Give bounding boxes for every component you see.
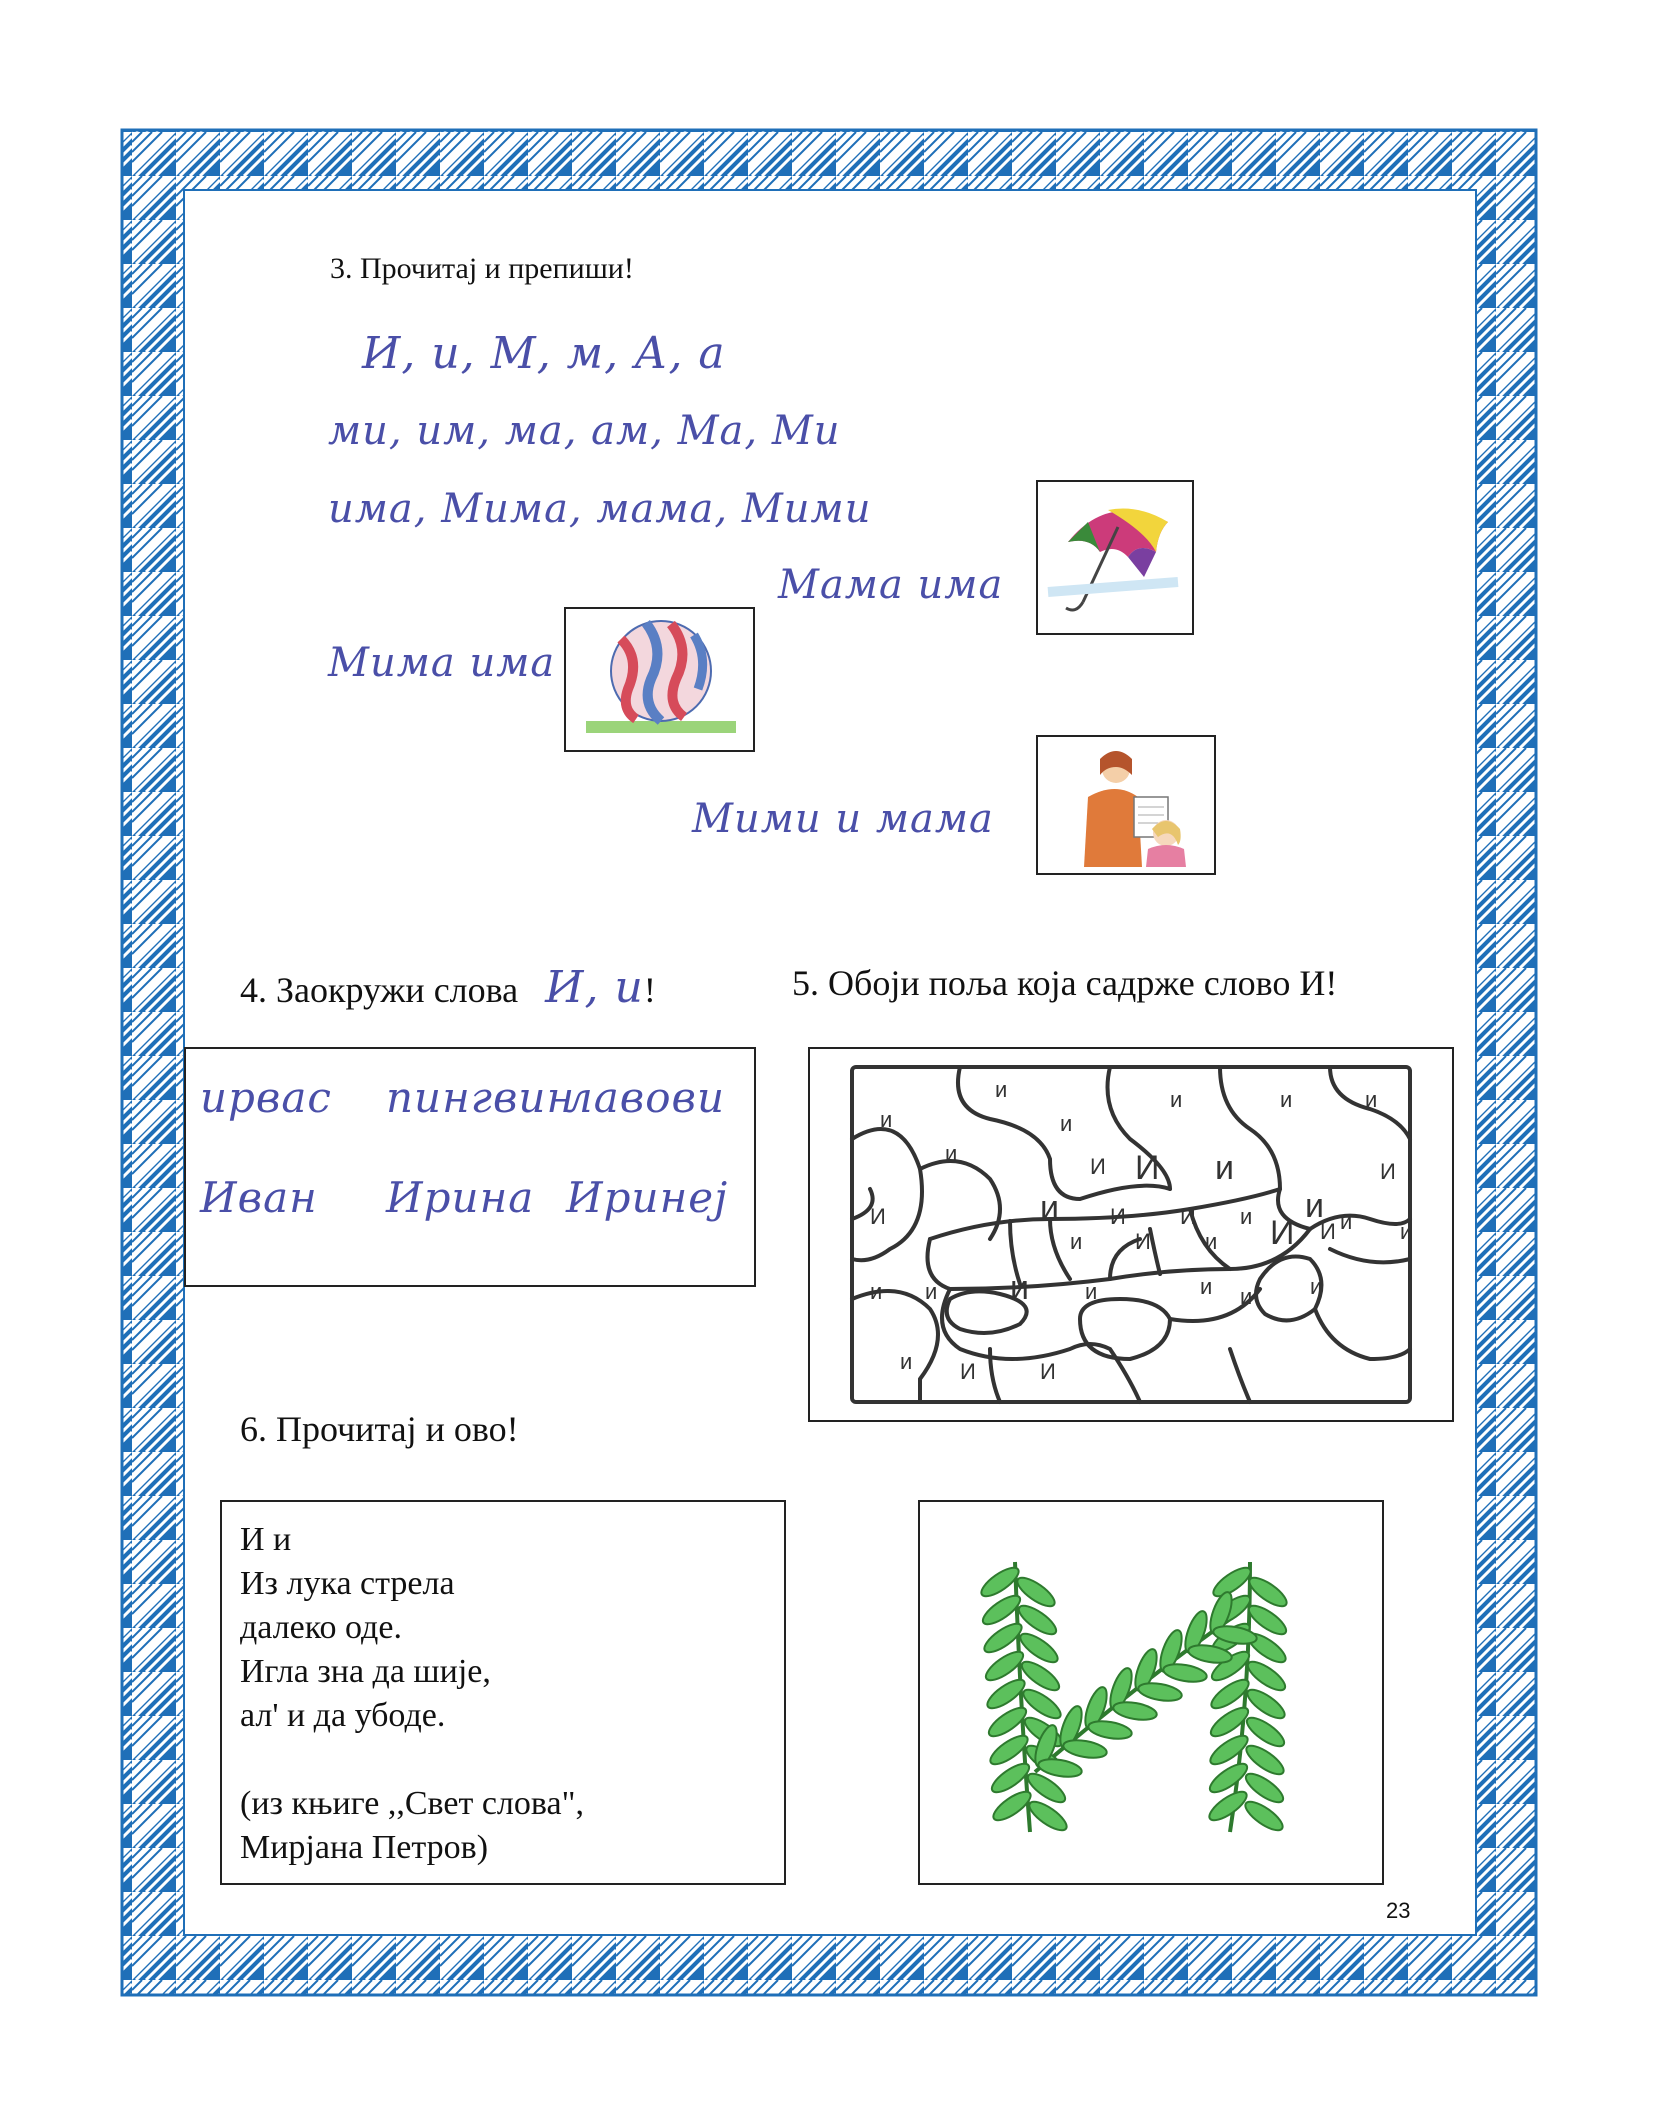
cursive-mama-ima: Мама има: [778, 562, 1004, 608]
leaf-shape: [1162, 1661, 1208, 1684]
puzzle-cell-letter: и: [1010, 1269, 1029, 1307]
exercise-4-heading-end: !: [643, 970, 656, 1010]
puzzle-cell-letter: и: [1240, 1204, 1253, 1229]
word-row1-3[interactable]: лавови: [566, 1073, 726, 1122]
cursive-line-1: И, и, М, м, А, а: [362, 328, 726, 379]
puzzle-cell-letter: И: [1110, 1204, 1126, 1229]
puzzle-cell-letter: и: [870, 1279, 883, 1304]
mother-child-picture: [1036, 735, 1216, 875]
puzzle-cell-letter: и: [1365, 1087, 1378, 1112]
cursive-line-2: ми, им, ма, ам, Ма, Ми: [328, 408, 841, 454]
circle-letters-box: [184, 1047, 756, 1287]
puzzle-cell-letter: и: [1280, 1087, 1293, 1112]
poem-line-4: Игла зна да шије,: [240, 1653, 491, 1690]
mother-child-icon: [1038, 737, 1214, 873]
puzzle-cell-letter: и: [880, 1107, 893, 1132]
poem-box: [220, 1500, 786, 1885]
puzzle-cell-letter: и: [1400, 1219, 1413, 1244]
poem-source-line-1: (из књиге ,,Свет слова",: [240, 1785, 584, 1822]
puzzle-cell-letter: И: [960, 1359, 976, 1384]
ball-icon: [566, 609, 753, 750]
exercise-4-cursive-letters: И, и: [545, 962, 644, 1013]
cursive-mimi-i-mama: Мими и мама: [692, 796, 994, 842]
puzzle-cell-letter: И: [870, 1204, 886, 1229]
exercise-4-heading: [240, 962, 656, 1013]
leaf-shape: [1016, 1629, 1061, 1667]
leaf-shape: [1013, 1573, 1058, 1611]
cursive-mima-ima: Мима има: [328, 640, 556, 686]
leaf-shape: [1025, 1797, 1070, 1835]
puzzle-cell-letter: И: [1320, 1219, 1336, 1244]
exercise-3-heading: 3. Прочитај и препиши!: [330, 252, 634, 285]
puzzle-cell-letter: и: [945, 1141, 958, 1166]
puzzle-cell-letter: И: [1180, 1204, 1196, 1229]
exercise-6-heading: 6. Прочитај и ово!: [240, 1409, 519, 1449]
cursive-line-3: има, Мима, мама, Мими: [328, 486, 872, 532]
poem-line-5: ал' и да убоде.: [240, 1697, 446, 1734]
word-row2-1[interactable]: Иван: [200, 1173, 318, 1222]
page-number: 23: [1386, 1898, 1411, 1923]
puzzle-cell-letter: и: [1085, 1279, 1098, 1304]
puzzle-cell-letter: и: [1040, 1189, 1059, 1227]
puzzle-cell-letter: и: [1070, 1229, 1083, 1254]
puzzle-cell-letter: и: [1215, 1149, 1234, 1187]
leaf-letter-picture: [918, 1500, 1384, 1885]
umbrella-picture: [1036, 480, 1194, 635]
leaf-letter-icon: [920, 1502, 1382, 1883]
poem-source-line-2: Мирјана Петров): [240, 1829, 489, 1866]
puzzle-cell-letter: и: [1340, 1209, 1353, 1234]
poem-line-2: Из лука стрела: [240, 1565, 455, 1602]
puzzle-cell-letter: и: [1305, 1187, 1324, 1225]
puzzle-cell-letter: и: [1170, 1087, 1183, 1112]
leaf-shape: [1137, 1680, 1183, 1703]
leaf-shape: [1087, 1718, 1133, 1741]
exercise-5-heading: 5. Обоји поља која садрже слово И!: [792, 963, 1338, 1003]
puzzle-cell-letter: И: [1090, 1154, 1106, 1179]
leaf-shape: [1015, 1601, 1060, 1639]
puzzle-cell-letter: и: [1060, 1111, 1073, 1136]
word-row2-2[interactable]: Ирина: [386, 1173, 535, 1222]
puzzle-cell-letter: и: [995, 1077, 1008, 1102]
leaf-shape: [1018, 1657, 1063, 1695]
poem-line-1: И и: [240, 1521, 292, 1558]
leaf-shape: [1112, 1699, 1158, 1722]
puzzle-cell-letter: и: [1240, 1284, 1253, 1309]
leaf-shape: [1062, 1737, 1108, 1760]
word-row1-1[interactable]: ирвас: [200, 1073, 332, 1122]
puzzle-cell-letter: И: [1135, 1149, 1160, 1187]
exercise-4-heading-text: 4. Заокружи слова: [240, 970, 519, 1010]
coloring-puzzle-drawing[interactable]: [810, 1049, 1452, 1420]
word-row1-2[interactable]: пингвин: [386, 1073, 576, 1122]
coloring-puzzle-box: [808, 1047, 1454, 1422]
word-row2-3[interactable]: Иринеј: [566, 1173, 729, 1222]
puzzle-cell-letter: и: [900, 1349, 913, 1374]
poem-line-3: далеко оде.: [240, 1609, 402, 1646]
puzzle-cell-letter: и: [1310, 1274, 1323, 1299]
puzzle-cell-letter: И: [1270, 1214, 1295, 1252]
puzzle-cell-letter: И: [1135, 1229, 1151, 1254]
puzzle-cell-letter: и: [1200, 1274, 1213, 1299]
umbrella-icon: [1038, 482, 1192, 633]
puzzle-cell-letter: и: [1205, 1229, 1218, 1254]
ball-picture: [564, 607, 755, 752]
puzzle-cell-letter: И: [1040, 1359, 1056, 1384]
leaf-shape: [1019, 1685, 1064, 1723]
puzzle-cell-letter: И: [1380, 1159, 1396, 1184]
puzzle-cell-letter: и: [925, 1279, 938, 1304]
